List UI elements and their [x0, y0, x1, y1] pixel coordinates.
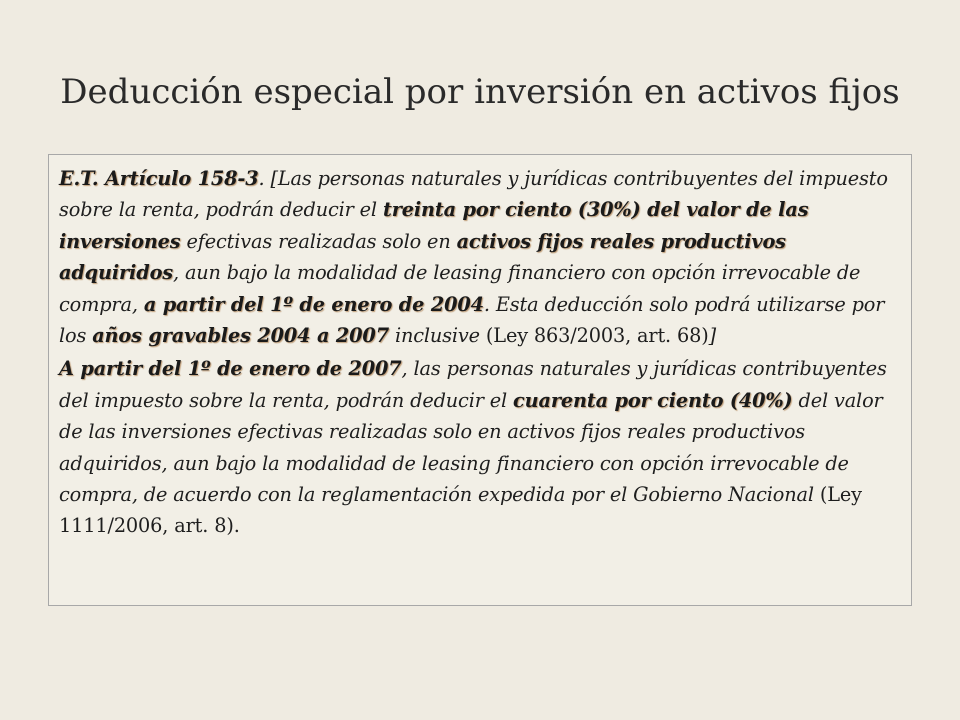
text-segment: . Esta deducción solo podrá utilizarse por los: [59, 292, 885, 348]
highlight-forty-percent: cuarenta por ciento (40%): [513, 388, 793, 412]
text-segment: inclusive: [388, 324, 480, 348]
content-box: [48, 154, 912, 606]
text-segment: , aun bajo la modalidad de leasing financiero con opción irrevocable de compra,: [59, 261, 861, 316]
paragraph-article-158-3: [59, 163, 903, 351]
closing-bracket: ]: [708, 324, 717, 348]
highlight-years-2004-2007: años gravables 2004 a 2007: [92, 324, 389, 348]
slide-title: Deducción especial por inversión en activos fijos: [60, 72, 900, 112]
text-segment: , las personas naturales y jurídicas contribuyentes del impuesto sobre la renta, podrán deducir el: [59, 357, 887, 412]
highlight-thirty-percent: treinta por ciento (30%) del valor de las inversiones: [59, 198, 809, 253]
article-reference: E.T. Artículo 158-3: [59, 167, 259, 190]
highlight-fixed-assets: activos fijos reales productivos adquiridos: [59, 229, 786, 285]
text-segment: efectivas realizadas solo en: [180, 229, 457, 253]
paragraph-from-2007: [59, 353, 903, 541]
highlight-date-2004: a partir del 1º de enero de 2004: [143, 292, 484, 316]
text-segment: . [Las personas naturales y jurídicas contribuyentes del impuesto sobre la renta, podrán deducir el: [59, 167, 888, 222]
law-citation: (Ley 1111/2006, art. 8).: [59, 483, 862, 538]
law-citation: (Ley 863/2003, art. 68): [479, 324, 709, 348]
text-segment: del valor de las inversiones efectivas realizadas solo en activos fijos reales productivos adquiridos, aun bajo la modalidad de leasing financiero con opción irrevocable de compra, de acuerdo con la reglamentación expedida por el Gobierno Nacional: [59, 388, 883, 507]
highlight-date-2007: A partir del 1º de enero de 2007: [59, 357, 402, 381]
